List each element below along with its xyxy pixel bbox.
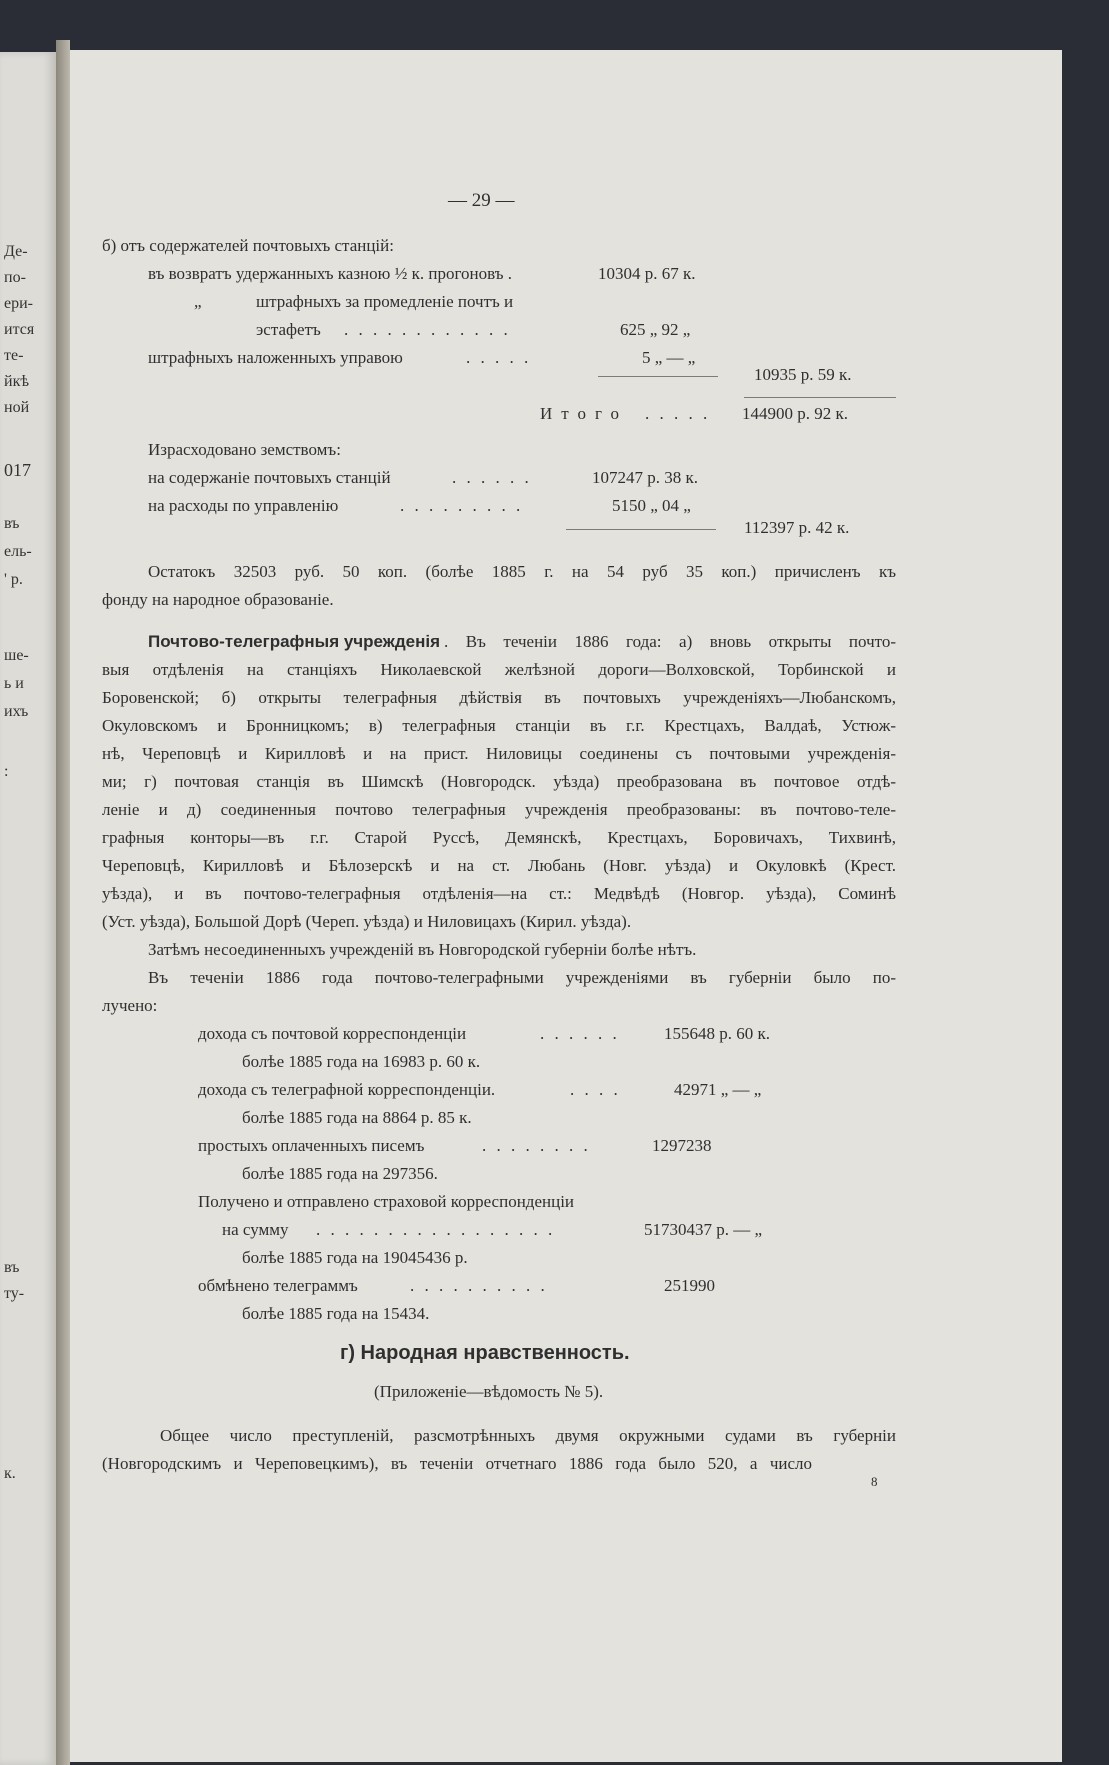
postal-line: Боровенской; б) открыты телеграфныя дѣйствія въ почтовыхъ учрежденіяхъ—Любанскомъ,: [102, 688, 896, 707]
page-29: [70, 50, 1062, 1762]
signature-mark: 8: [871, 1474, 878, 1489]
receipts-row1-amount: 10304 р. 67 к.: [598, 264, 696, 283]
postal-line: графныя конторы—въ г.г. Старой Руссѣ, Демянскѣ, Крестцахъ, Боровичахъ, Тихвинѣ,: [102, 828, 896, 847]
postal-received-2: лучено:: [102, 996, 158, 1015]
income-5-label: обмѣнено телеграммъ: [198, 1276, 358, 1295]
income-5-increase: болѣе 1885 года на 15434.: [242, 1304, 430, 1323]
margin-fragment: к.: [4, 1465, 16, 1482]
total-label: Итого: [540, 404, 629, 423]
postal-line: леніе и д) соединенныя почтово телеграфныя учрежденія преобразованы: въ почтово-теле-: [102, 800, 896, 819]
expenses-heading: Израсходовано земствомъ:: [148, 440, 341, 459]
leader-dots: . . . . .: [645, 404, 711, 423]
postal-line: ми; г) почтовая станція въ Шимскѣ (Новгородск. уѣзда) преобразована въ почтовое отдѣ-: [102, 772, 896, 791]
postal-line: Череповцѣ, Кирилловѣ и Бѣлозерскѣ и на ст. Любань (Новг. уѣзда) и Окуловкѣ (Крест.: [102, 856, 896, 875]
leader-dots: . . . . . . . . . . . . . . . . .: [316, 1220, 556, 1239]
margin-fragment: ь и: [4, 675, 24, 692]
income-4-label-cont: на сумму: [222, 1220, 289, 1239]
margin-fragment: ится: [4, 321, 35, 338]
margin-fragment: 017: [4, 460, 31, 480]
income-4-increase: болѣе 1885 года на 19045436 р.: [242, 1248, 468, 1267]
income-1-label: дохода съ почтовой корреспонденціи: [198, 1024, 467, 1043]
postal-line: выя отдѣленія на станціяхъ Николаевской желѣзной дороги—Волховской, Торбинской и: [102, 660, 896, 679]
postal-received-1: Въ теченіи 1886 года почтово-телеграфными учрежденіями въ губерніи было по-: [148, 968, 896, 987]
previous-page-edge: [0, 52, 56, 1765]
income-2-amount: 42971 „ — „: [674, 1080, 762, 1099]
leader-dots: . . . . . .: [540, 1024, 620, 1043]
leader-dots: . . . . .: [466, 348, 532, 367]
margin-fragment: ной: [4, 399, 30, 416]
expenses-row2-label: на расходы по управленію: [148, 496, 339, 515]
total-rule: [744, 397, 896, 398]
income-1-increase: болѣе 1885 года на 16983 р. 60 к.: [242, 1052, 481, 1071]
expenses-row1-amount: 107247 р. 38 к.: [592, 468, 699, 487]
postal-line: (Уст. уѣзда), Большой Дорѣ (Череп. уѣзда) и Ниловицахъ (Кирил. уѣзда).: [102, 912, 632, 931]
section-title-morality: г) Народная нравственность.: [340, 1342, 630, 1364]
margin-fragment: въ: [4, 515, 20, 532]
income-2-increase: болѣе 1885 года на 8864 р. 85 к.: [242, 1108, 472, 1127]
ditto-mark: „: [194, 292, 202, 311]
expenses-row2-amount: 5150 „ 04 „: [612, 496, 691, 515]
leader-dots: . . . . . . . . . .: [410, 1276, 548, 1295]
income-5-amount: 251990: [664, 1276, 715, 1295]
income-4-label: Получено и отправлено страховой корреспонденціи: [198, 1192, 575, 1211]
postal-line: Окуловскомъ и Бронницкомъ; в) телеграфныя станціи въ г.г. Крестцахъ, Валдаѣ, Устюж-: [102, 716, 896, 735]
sum-rule: [598, 376, 718, 377]
receipts-row3-label: штрафныхъ наложенныхъ управою: [148, 348, 403, 367]
income-3-label: простыхъ оплаченныхъ писемъ: [198, 1136, 425, 1155]
receipts-row1-label: въ возвратъ удержанныхъ казною ½ к. прогоновъ .: [148, 264, 513, 283]
income-1-amount: 155648 р. 60 к.: [664, 1024, 771, 1043]
postal-line-1: . Въ теченіи 1886 года: а) вновь открыты почто-: [444, 632, 896, 651]
margin-fragment: те-: [4, 347, 24, 364]
postal-after: Затѣмъ несоединенныхъ учрежденій въ Новгородской губерніи болѣе нѣтъ.: [148, 940, 697, 959]
leader-dots: . . . . . . . .: [482, 1136, 591, 1155]
margin-fragment: ихъ: [4, 703, 29, 720]
leader-dots: . . . . . . . . .: [400, 496, 524, 515]
expenses-row1-label: на содержаніе почтовыхъ станцій: [148, 468, 391, 487]
receipts-row2-label: штрафныхъ за промедленіе почтъ и: [256, 292, 514, 311]
income-3-increase: болѣе 1885 года на 297356.: [242, 1164, 438, 1183]
leader-dots: . . . .: [570, 1080, 621, 1099]
page-number: — 29 —: [448, 190, 515, 211]
sum-rule: [566, 529, 716, 530]
margin-fragment: :: [4, 763, 9, 780]
morality-line-1: Общее число преступленій, разсмотрѣнныхъ двумя окружными судами въ губерніи: [160, 1426, 896, 1445]
postal-line: уѣзда), и въ почтово-телеграфныя отдѣленія—на ст.: Медвѣдѣ (Новгор. уѣзда), Соминѣ: [102, 884, 896, 903]
receipts-row2b-label: эстафетъ: [256, 320, 321, 339]
leader-dots: . . . . . .: [452, 468, 532, 487]
income-4-amount: 51730437 р. — „: [644, 1220, 763, 1239]
margin-fragment: въ: [4, 1259, 20, 1276]
grand-total-amount: 144900 р. 92 к.: [742, 404, 849, 423]
book-gutter: [56, 40, 70, 1765]
margin-fragment: ту-: [4, 1285, 25, 1302]
margin-fragment: по-: [4, 269, 26, 286]
receipts-heading: б) отъ содержателей почтовыхъ станцій:: [102, 236, 394, 255]
margin-fragment: йкѣ: [4, 373, 30, 390]
section-subtitle: (Приложеніе—вѣдомость № 5).: [374, 1382, 604, 1401]
section-title-postal: Почтово-телеграфныя учрежденія: [148, 632, 440, 651]
margin-fragment: Де-: [4, 243, 28, 260]
margin-fragment: ' р.: [4, 571, 23, 588]
receipts-row3-amount: 5 „ — „: [642, 348, 696, 367]
receipts-subtotal: 10935 р. 59 к.: [754, 365, 852, 384]
morality-line-2: (Новгородскимъ и Череповецкимъ), въ теченіи отчетнаго 1886 года было 520, а число: [102, 1454, 812, 1473]
margin-fragment: ель-: [4, 543, 32, 560]
leader-dots: . . . . . . . . . . . .: [344, 320, 511, 339]
margin-fragment: ери-: [4, 295, 33, 312]
receipts-row2-amount: 625 „ 92 „: [620, 320, 691, 339]
income-3-amount: 1297238: [652, 1136, 712, 1155]
expenses-subtotal: 112397 р. 42 к.: [744, 518, 850, 537]
remainder-line-2: фонду на народное образованіе.: [102, 590, 334, 609]
remainder-line-1: Остатокъ 32503 руб. 50 коп. (болѣе 1885 г. на 54 руб 35 коп.) причисленъ къ: [148, 562, 896, 581]
margin-fragment: ше-: [4, 647, 29, 664]
postal-line: нѣ, Череповцѣ и Кирилловѣ и на прист. Ниловицы соединены съ почтовыми учрежденія-: [102, 744, 896, 763]
income-2-label: дохода съ телеграфной корреспонденціи.: [198, 1080, 496, 1099]
